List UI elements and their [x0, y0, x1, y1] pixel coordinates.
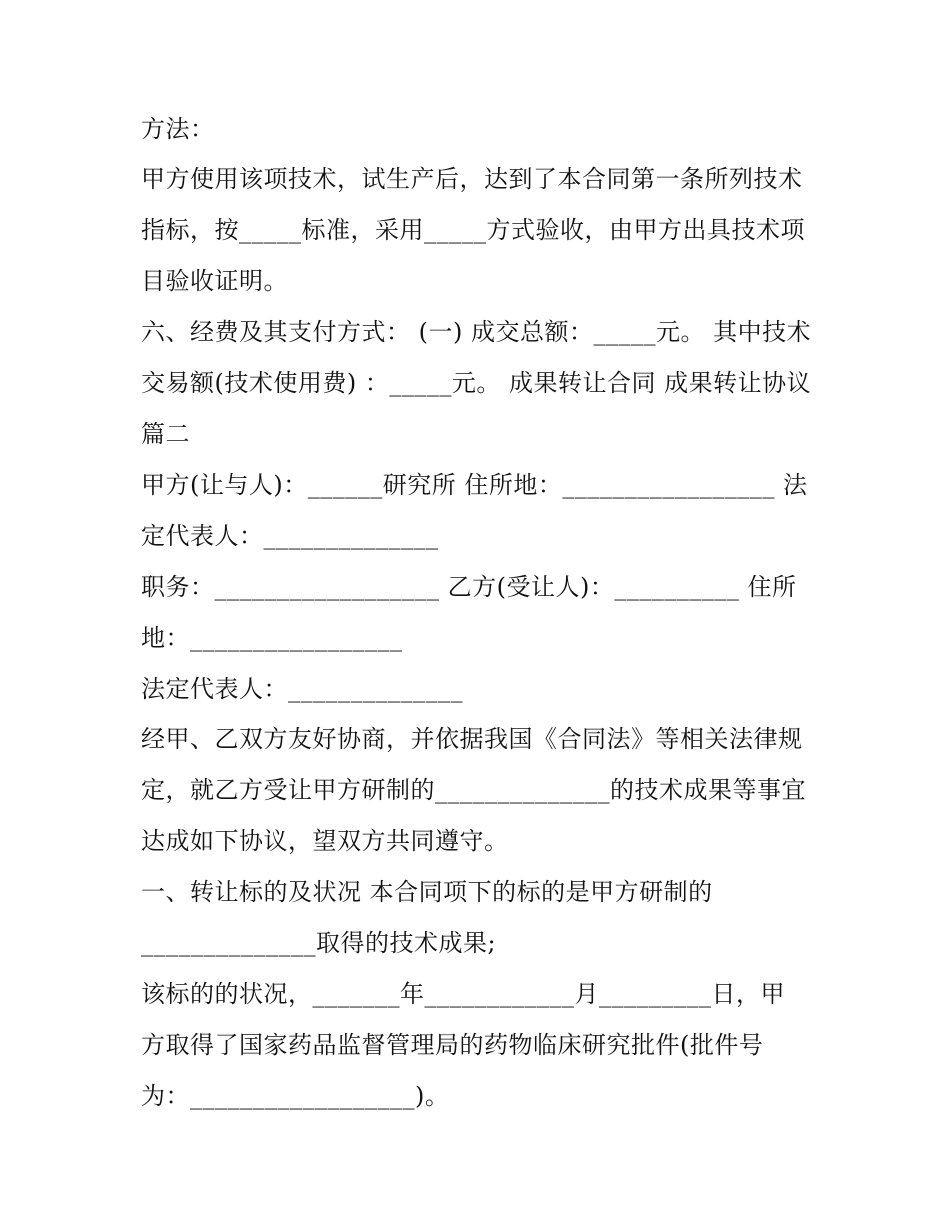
text-line: 目验收证明。 [141, 267, 288, 295]
text-line: 方法： [141, 115, 215, 143]
section-heading: 篇二 [141, 420, 190, 448]
text-line: 法定代表人：______________ [141, 675, 463, 703]
text-line: 定，就乙方受让甲方研制的______________的技术成果等事宜 [141, 776, 806, 804]
text-line: 甲方(让与人)：______研究所 住所地：_________________ 法 [141, 471, 808, 499]
text-line: 方取得了国家药品监督管理局的药物临床研究批件(批件号 [141, 1031, 764, 1059]
text-line: 职务：__________________ 乙方(受让人)：__________ 住所 [141, 573, 797, 601]
text-line: 经甲、乙双方友好协商，并依据我国《合同法》等相关法律规 [141, 725, 803, 753]
text-line: 一、转让标的及状况 本合同项下的标的是甲方研制的 [141, 878, 713, 906]
text-line: ______________取得的技术成果; [141, 929, 497, 957]
text-line: 地：_________________ [141, 624, 403, 652]
text-line: 指标，按_____标准，采用_____方式验收，由甲方出具技术项 [141, 216, 805, 244]
text-line: 为：__________________)。 [141, 1082, 450, 1110]
text-line: 该标的的状况，_______年____________月_________日，甲 [141, 980, 785, 1008]
text-line: 六、经费及其支付方式： (一) 成交总额：_____元。 其中技术 [141, 318, 812, 346]
text-line: 甲方使用该项技术，试生产后，达到了本合同第一条所列技术 [141, 165, 803, 193]
text-line: 交易额(技术使用费) ：_____元。 成果转让合同 成果转让协议 [141, 369, 812, 397]
text-line: 达成如下协议，望双方共同遵守。 [141, 827, 509, 855]
text-line: 定代表人：______________ [141, 522, 439, 550]
